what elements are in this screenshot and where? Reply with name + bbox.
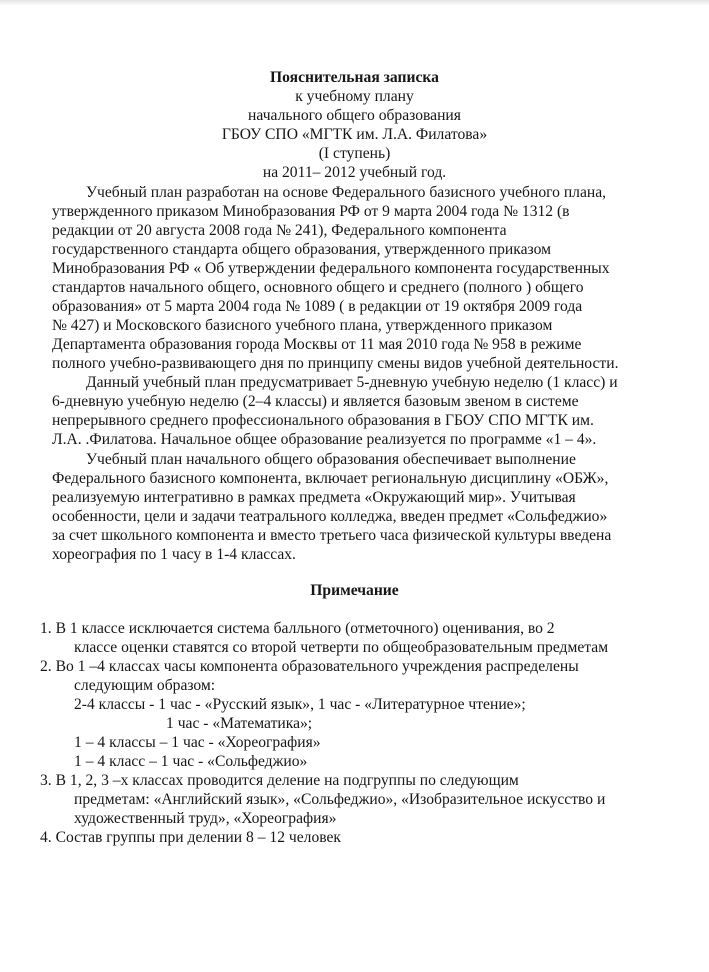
paragraph-2-line-2: 6-дневную учебную неделю (2–4 классы) и является базовым звеном в системе — [52, 393, 579, 410]
note-2-line-4: 1 час - «Математика»; — [166, 715, 313, 732]
header-line-1: к учебному плану — [295, 88, 414, 105]
header-line-2: начального общего образования — [248, 107, 461, 124]
note-2-line-2: следующим образом: — [74, 677, 216, 694]
note-2-line-1: 2. Во 1 –4 классах часы компонента образовательного учреждения распределены — [40, 658, 579, 675]
paragraph-1-line-3: редакции от 20 августа 2008 года № 241), Федерального компонента — [52, 222, 507, 239]
paragraph-1-line-8: № 427) и Московского базисного учебного плана, утвержденного приказом — [52, 317, 553, 334]
header-line-5: на 2011– 2012 учебный год. — [262, 164, 447, 181]
paragraph-1-line-2: утвержденного приказом Минобразования РФ от 9 марта 2004 года № 1312 (в — [52, 203, 570, 220]
paragraph-2-line-3: непрерывного среднего профессионального образования в ГБОУ СПО МГТК им. — [52, 412, 594, 429]
header-line-3: ГБОУ СПО «МГТК им. Л.А. Филатова» — [221, 126, 488, 143]
paragraph-1-line-1: Учебный план разработан на основе Федерального базисного учебного плана, — [86, 184, 607, 201]
paragraph-3-line-5: за счет школьного компонента и вместо третьего часа физической культуры введена — [52, 527, 612, 544]
document-title: Пояснительная записка — [270, 69, 439, 86]
paragraph-1-line-9: Департамента образования города Москвы от 11 мая 2010 года № 958 в режиме — [52, 336, 582, 353]
notes-heading: Примечание — [310, 582, 399, 599]
header-line-4: (I ступень) — [318, 145, 391, 162]
note-4-line-1: 4. Состав группы при делении 8 – 12 человек — [40, 829, 342, 846]
paragraph-1-line-6: стандартов начального общего, основного общего и среднего (полного ) общего — [52, 279, 584, 296]
paragraph-2-line-4: Л.А. .Филатова. Начальное общее образование реализуется по программе «1 – 4». — [52, 431, 597, 448]
note-3-line-3: художественный труд», «Хореография» — [74, 810, 337, 827]
paragraph-3-line-1: Учебный план начального общего образования обеспечивает выполнение — [86, 451, 576, 468]
note-3-line-2: предметам: «Английский язык», «Сольфеджио», «Изобразительное искусство и — [74, 791, 606, 808]
paragraph-1-line-7: образования» от 5 марта 2004 года № 1089 ( в редакции от 19 октября 2009 года — [52, 298, 583, 315]
note-2-line-6: 1 – 4 класс – 1 час - «Сольфеджио» — [74, 753, 308, 770]
note-1-line-2: классе оценки ставятся со второй четверти по общеобразовательным предметам — [74, 639, 609, 656]
paragraph-3-line-3: реализуемую интегративно в рамках предмета «Окружающий мир». Учитывая — [52, 489, 576, 506]
paragraph-1-line-5: Минобразования РФ « Об утверждении федерального компонента государственных — [52, 260, 610, 277]
paragraph-3-line-2: Федерального базисного компонента, включает региональную дисциплину «ОБЖ», — [52, 470, 609, 487]
note-2-line-5: 1 – 4 классы – 1 час - «Хореография» — [74, 734, 321, 751]
paragraph-2-line-1: Данный учебный план предусматривает 5-дневную учебную неделю (1 класс) и — [86, 374, 618, 391]
paragraph-3-line-6: хореография по 1 часу в 1-4 классах. — [52, 546, 296, 563]
note-1-line-1: 1. В 1 классе исключается система балльного (отметочного) оценивания, во 2 — [40, 620, 555, 637]
paragraph-1-line-10: полного учебно-развивающего дня по принципу смены видов учебной деятельности. — [52, 355, 619, 372]
paragraph-3-line-4: особенности, цели и задачи театрального колледжа, введен предмет «Сольфеджио» — [52, 508, 608, 525]
note-2-line-3: 2-4 классы - 1 час - «Русский язык», 1 час - «Литературное чтение»; — [74, 696, 526, 713]
paragraph-1-line-4: государственного стандарта общего образования, утвержденного приказом — [52, 241, 551, 258]
note-3-line-1: 3. В 1, 2, 3 –х классах проводится деление на подгруппы по следующим — [40, 772, 519, 789]
